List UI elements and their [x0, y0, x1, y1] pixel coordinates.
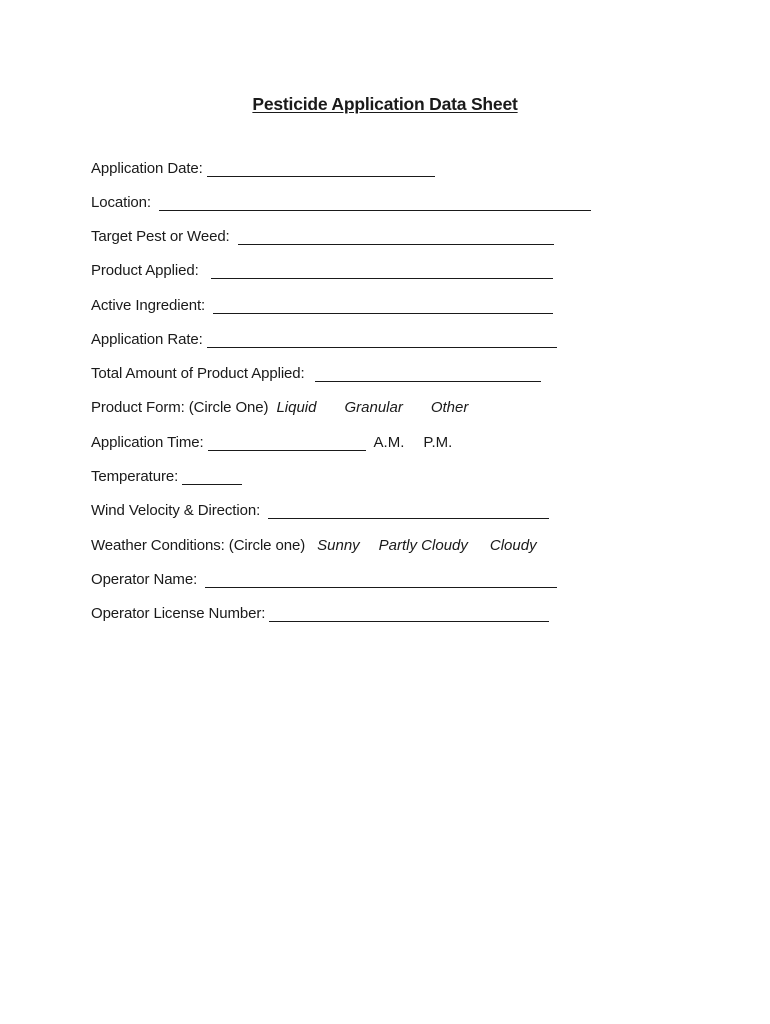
operator-name-label: Operator Name:: [91, 571, 198, 588]
total-amount-blank[interactable]: [315, 365, 541, 382]
weather-option-partly-cloudy[interactable]: Partly Cloudy: [378, 537, 468, 554]
total-amount-label: Total Amount of Product Applied:: [91, 365, 305, 382]
application-date-label: Application Date:: [91, 160, 203, 177]
target-pest-label: Target Pest or Weed:: [91, 228, 230, 245]
operator-license-blank[interactable]: [269, 605, 549, 622]
temperature-row: [91, 466, 242, 488]
weather-row: [91, 535, 537, 557]
target-pest-blank[interactable]: [238, 228, 554, 245]
application-time-blank[interactable]: [208, 434, 366, 451]
operator-name-row: [91, 569, 557, 591]
wind-blank[interactable]: [268, 502, 549, 519]
application-time-label: Application Time:: [91, 434, 204, 451]
application-date-blank[interactable]: [207, 160, 435, 177]
application-date-row: [91, 158, 435, 180]
product-applied-label: Product Applied:: [91, 262, 199, 279]
location-blank[interactable]: [159, 194, 591, 211]
wind-row: [91, 500, 549, 522]
application-time-row: [91, 432, 452, 454]
weather-option-cloudy[interactable]: Cloudy: [489, 537, 537, 554]
time-option-pm[interactable]: P.M.: [423, 434, 453, 451]
active-ingredient-row: [91, 295, 553, 317]
product-form-label: Product Form: (Circle One): [91, 399, 269, 416]
time-option-am[interactable]: A.M.: [373, 434, 405, 451]
target-pest-row: [91, 226, 554, 248]
temperature-label: Temperature:: [91, 468, 179, 485]
temperature-blank[interactable]: [182, 468, 242, 485]
operator-license-row: [91, 603, 549, 625]
location-row: [91, 192, 591, 214]
weather-label: Weather Conditions: (Circle one): [91, 537, 306, 554]
active-ingredient-blank[interactable]: [213, 297, 553, 314]
product-form-option-granular[interactable]: Granular: [344, 399, 403, 416]
operator-license-label: Operator License Number:: [91, 605, 266, 622]
application-rate-label: Application Rate:: [91, 331, 203, 348]
active-ingredient-label: Active Ingredient:: [91, 297, 206, 314]
wind-label: Wind Velocity & Direction:: [91, 502, 261, 519]
total-amount-row: [91, 363, 541, 385]
product-applied-row: [91, 260, 553, 282]
operator-name-blank[interactable]: [205, 571, 557, 588]
product-applied-blank[interactable]: [211, 262, 553, 279]
application-rate-blank[interactable]: [207, 331, 557, 348]
document-title: Pesticide Application Data Sheet: [252, 94, 518, 114]
application-rate-row: [91, 329, 557, 351]
location-label: Location:: [91, 194, 151, 211]
product-form-row: [91, 397, 468, 419]
weather-option-sunny[interactable]: Sunny: [317, 537, 360, 554]
product-form-option-other[interactable]: Other: [430, 399, 469, 416]
product-form-option-liquid[interactable]: Liquid: [276, 399, 317, 416]
